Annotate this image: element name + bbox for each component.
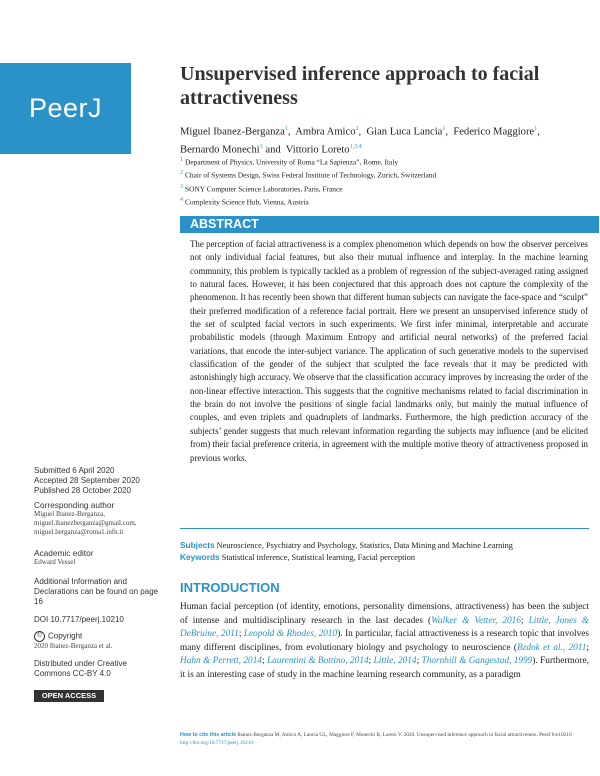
author: Federico Maggiore [453,126,535,138]
corresponding-author: Corresponding author Miguel Ibanez-Berganza, miguel.ibanezberganza@gmail.com, miguel.berganza@roma1.infn.it [34,500,174,537]
author: Gian Luca Lancia [366,126,443,138]
abstract-text: The perception of facial attractiveness is a complex phenomenon which depends on how the observer perceives not only individual facial features, but also their mutual influence and interplay. In the machine learning community, this problem is typically tackled as a problem of regression of the subject-averaged rating assigned to natural faces. However, it has been conjectured that this approach does not capture the complexity of the phenomenon. It has recently been shown that different human subjects can navigate the face-space and “sculpt” their preferred modification of a reference facial portrait. Here we present an unsupervised inference study of the set of sculpted facial vectors in such experiments. We first infer minimal, interpretable and accurate probabilistic models (through Maximum Entropy and artificial neural networks) of the preferred facial variations, that encode the inter-subject variance. The application of such generative models to the supervised classification of the gender of the subject that sculpted the face reveals that it may be predicted with astonishingly high accuracy. We observe that the classification accuracy improves by increasing the order of the non-linear effective interaction. This suggests that the cognitive mechanisms related to facial discrimination in the brain do not involve the positions of single facial landmarks only, but mainly the mutual influence of couples, and even triplets and quadruplets of landmarks. Furthermore, the high prediction accuracy of the subjects’ gender suggests that much relevant information regarding the subjects may influence (and be elicited from) their facial preference criteria, in agreement with the multiple motive theory of attractiveness proposed in previous works. [190,239,588,463]
divider [180,528,589,529]
license[interactable]: Distributed under Creative Commons CC-BY 4.0 [34,659,127,678]
dates [34,466,174,496]
citation-link[interactable]: Bzdok et al., 2011 [517,642,587,653]
citation-link[interactable]: Little, 2014 [373,656,417,667]
doi: DOI 10.7717/peerj.10210 [34,615,124,624]
author: Ambra Amico [295,126,356,138]
email-link[interactable]: miguel.berganza@roma1.infn.it [34,528,124,536]
accepted-date: Accepted 28 September 2020 [34,476,140,485]
citation-link[interactable]: Little, Jones & DeBruine, 2011 [180,615,589,640]
citation-link[interactable]: Laurentini & Bottino, 2014 [266,656,369,667]
doi-link[interactable]: http://doi.org/10.7717/peerj.10210 [180,739,254,746]
citation-link[interactable]: Hahn & Perrett, 2014 [180,656,262,667]
copyright-icon: © [34,631,45,642]
affiliation: $^4$ Complexity Science Hub, Vienna, Austria [180,196,309,207]
affiliations [180,155,580,208]
peerj-logo [0,63,131,154]
introduction-heading: INTRODUCTION [180,580,280,595]
doi-link[interactable]: 10.7717/peerj.10210 [50,615,124,624]
open-access-badge: OPEN ACCESS [34,690,104,702]
published-date: Published 28 October 2020 [34,486,131,495]
keywords: Keywords Statistical inference, Statistical learning, Facial perception [180,552,416,562]
email-link[interactable]: miguel.ibanezberganza@gmail.com, [34,519,137,527]
affiliation: $^3$ SONY Computer Science Laboratories, Paris, France [180,183,343,193]
article-title: Unsupervised inference approach to facial attractiveness [180,63,540,109]
submitted-date: Submitted 6 April 2020 [34,466,115,475]
academic-editor: Academic editor Edward Vessel [34,548,94,566]
author: Miguel Ibanez-Berganza [180,126,285,138]
logo-text: PeerJ [28,93,103,123]
author-list: Miguel Ibanez-Berganza$^1$, Ambra Amico$^2$, Gian Luca Lancia$^1$, Federico Maggiore$^1$, Bernardo Monechi$^3$ and Vittorio Loreto$^{1,3,4}$ [180,126,540,156]
abstract-heading: ABSTRACT [180,216,599,233]
citation-link[interactable]: Thornhill & Gangestad, 1999 [421,656,533,667]
citation-link[interactable]: Walker & Vetter, 2016 [431,615,521,626]
subjects: Subjects Neuroscience, Psychiatry and Psychology, Statistics, Data Mining and Machine Learning [180,540,513,550]
copyright: © Copyright 2020 Ibanez-Berganza et al. [34,631,113,650]
affiliation: $^1$ Department of Physics, University of Roma “La Sapienza”, Rome, Italy [180,157,399,167]
how-to-cite: How to cite this article Ibanez-Berganza M, Amico A, Lancia GL, Maggiore F, Monechi B, Loreto V. 2020. Unsupervised inference approach to facial attractiveness. PeerJ 8:e10210 http://doi.org/10.7717/peerj.10210 [180,732,572,746]
author: Vittorio Loreto [285,144,350,156]
citation-link[interactable]: Leopold & Rhodes, 2010 [243,629,338,640]
author: Bernardo Monechi [180,144,260,156]
introduction-text: Human facial perception (of identity, emotions, personality dimensions, attractiveness) has been the subject of intense and multidisciplinary research in the last decades (Walker & Vetter, 2016; Little, Jones & DeBruine, 2011; Leopold & Rhodes, 2010). In particular, facial attractiveness is a research topic that involves many different disciplines, from evolutionary biology and psychology to neuroscience (Bzdok et al., 2011; Hahn & Perrett, 2014; Laurentini & Bottino, 2014; Little, 2014; Thornhill & Gangestad, 1999). Furthermore, it is an interesting case of study in the machine learning research community, as a paradigm [180,602,589,680]
affiliation: $^2$ Chair of Systems Design, Swiss Federal Institute of Technology, Zurich, Switzerland [180,170,437,180]
additional-info[interactable]: Additional Information and Declarations can be found on page 16 [34,577,159,606]
